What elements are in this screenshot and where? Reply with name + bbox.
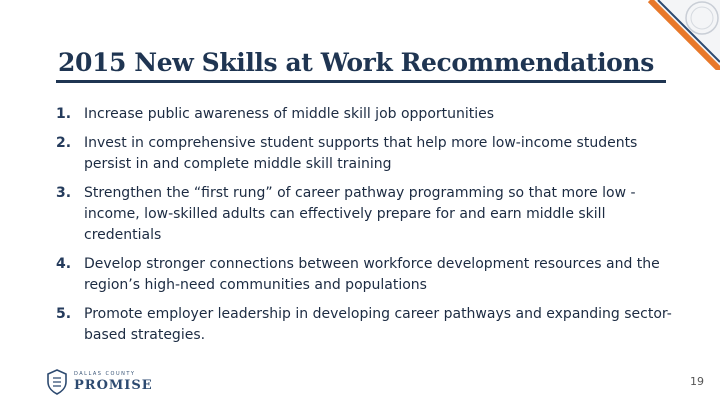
page-number: 19 xyxy=(690,375,704,388)
item-number: 4. xyxy=(56,256,72,272)
item-text: Strengthen the “first rung” of career pathway programming so that more low -income, low-skilled adults can effectively prepare for and earn middle skill credentials xyxy=(84,185,636,243)
list-item xyxy=(56,104,676,125)
list-item xyxy=(56,304,676,346)
list-item xyxy=(56,133,676,175)
logo-subtext: DALLAS COUNTY xyxy=(74,371,136,377)
recommendation-list xyxy=(56,104,676,354)
list-item xyxy=(56,183,676,246)
list-item xyxy=(56,254,676,296)
item-text: Develop stronger connections between workforce development resources and the region’s high-need communities and populations xyxy=(84,256,660,293)
item-text: Increase public awareness of middle skill job opportunities xyxy=(84,106,495,122)
dallas-county-promise-logo xyxy=(46,368,153,396)
item-text: Invest in comprehensive student supports that help more low-income students persist in and complete middle skill training xyxy=(84,135,638,172)
item-number: 2. xyxy=(56,135,72,151)
logo-wordmark: PROMISE xyxy=(74,378,153,393)
shield-icon xyxy=(46,369,68,395)
item-number: 1. xyxy=(56,106,72,122)
title-underline xyxy=(56,80,666,83)
item-text: Promote employer leadership in developing career pathways and expanding sector-based strategies. xyxy=(84,306,672,343)
item-number: 5. xyxy=(56,306,72,322)
item-number: 3. xyxy=(56,185,72,201)
slide-title: 2015 New Skills at Work Recommendations xyxy=(58,48,654,77)
